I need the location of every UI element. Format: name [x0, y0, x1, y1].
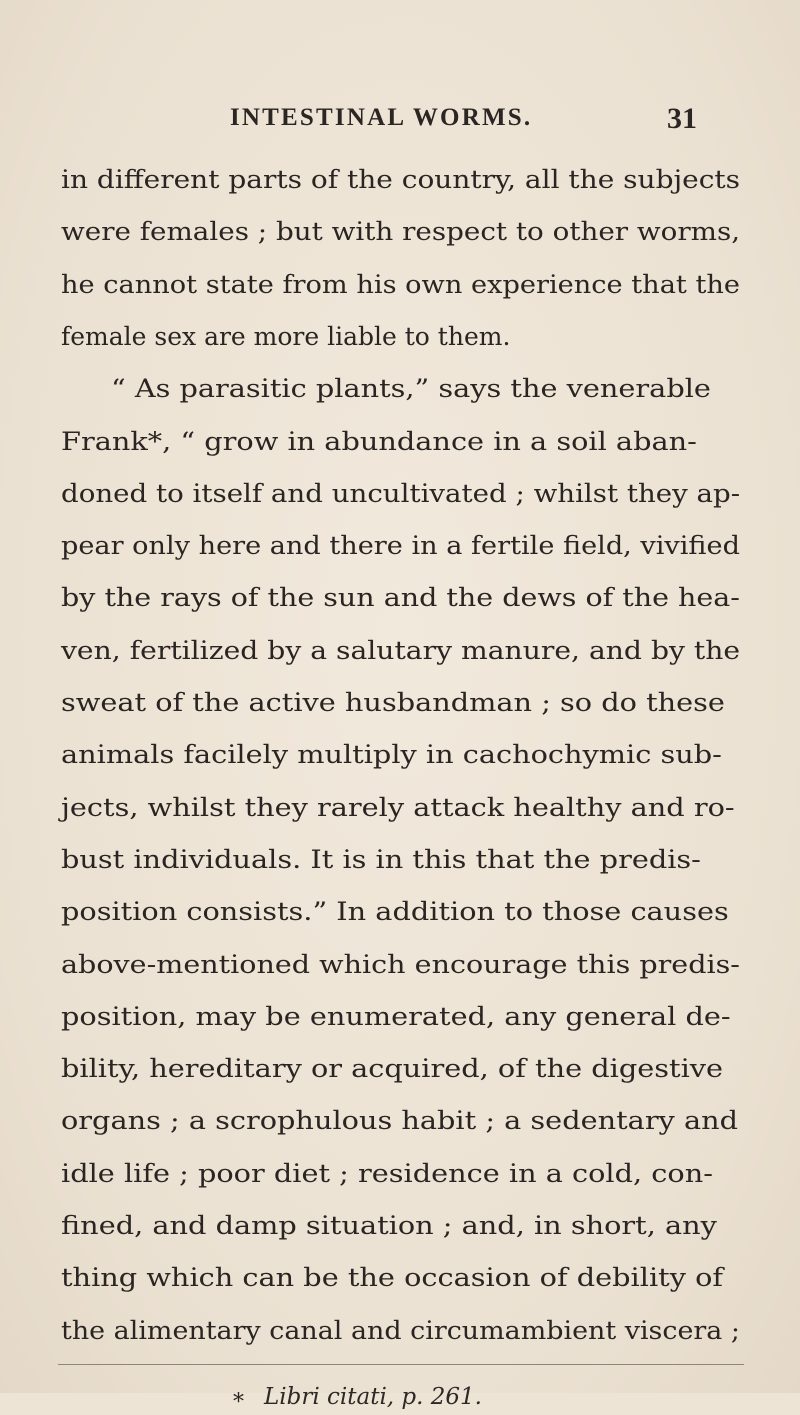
text-line	[0, 1044, 800, 1094]
text-line	[0, 1253, 800, 1303]
text-line	[0, 207, 800, 257]
text-line	[0, 1201, 800, 1251]
text-line	[0, 887, 800, 937]
text-line-content: idle life ; poor diet ; residence in a cold, con-	[61, 1158, 713, 1188]
text-line-content: organs ; a scrophulous habit ; a sedentary and	[61, 1106, 739, 1136]
text-line-content: pear only here and there in a fertile field, vivified	[61, 531, 740, 561]
text-line-content: above-mentioned which encourage this predis-	[61, 949, 740, 979]
running-head	[0, 104, 800, 140]
text-line	[0, 573, 800, 623]
text-line	[0, 1096, 800, 1146]
text-line	[0, 730, 800, 780]
text-line	[0, 155, 800, 205]
text-line-content: in different parts of the country, all the subjects	[61, 165, 741, 194]
text-line-content: “ As parasitic plants,” says the venerable	[111, 374, 711, 404]
text-line-content: bility, hereditary or acquired, of the digestive	[61, 1054, 724, 1084]
text-line-content: fined, and damp situation ; and, in short, any	[61, 1211, 717, 1240]
text-line-content: ven, fertilized by a salutary manure, and by the	[61, 635, 741, 665]
footnote-text: Libri citati, p. 261.	[264, 1383, 482, 1410]
text-line	[0, 312, 800, 362]
text-line-content: position consists.” In addition to those causes	[61, 897, 729, 927]
running-title: INTESTINAL WORMS.	[230, 104, 533, 131]
text-line	[0, 521, 800, 571]
text-line-content: sweat of the active husbandman ; so do these	[61, 688, 725, 717]
text-line-content: position, may be enumerated, any general de-	[61, 1001, 731, 1031]
text-line	[0, 260, 800, 310]
text-line	[0, 417, 800, 467]
text-line	[0, 678, 800, 728]
text-line-content: were females ; but with respect to other worms,	[61, 217, 741, 247]
text-line-content: doned to itself and uncultivated ; whilst they ap-	[61, 478, 741, 508]
text-line	[0, 783, 800, 833]
text-line-content: by the rays of the sun and the dews of the hea-	[61, 583, 740, 613]
text-line-content: female sex are more liable to them.	[61, 321, 511, 351]
text-line-content: he cannot state from his own experience that the	[61, 269, 741, 299]
text-line	[0, 469, 800, 519]
text-line-content: bust individuals. It is in this that the predis-	[61, 844, 701, 874]
footnote-rule	[58, 1364, 744, 1365]
text-line	[0, 992, 800, 1042]
text-line	[0, 626, 800, 676]
page-number: 31	[667, 102, 697, 135]
text-line	[0, 364, 800, 414]
text-line	[0, 835, 800, 885]
footnote-mark: *	[233, 1389, 244, 1415]
text-line	[0, 1149, 800, 1199]
text-line-content: animals facilely multiply in cachochymic sub-	[61, 740, 722, 770]
text-line	[0, 940, 800, 990]
text-line	[0, 1306, 800, 1356]
text-line-content: Frank*, “ grow in abundance in a soil aban-	[61, 426, 697, 456]
text-line-content: the alimentary canal and circumambient viscera ;	[61, 1315, 740, 1345]
text-line-content: thing which can be the occasion of debility of	[61, 1263, 724, 1293]
text-line-content: jects, whilst they rarely attack healthy and ro-	[61, 792, 735, 822]
